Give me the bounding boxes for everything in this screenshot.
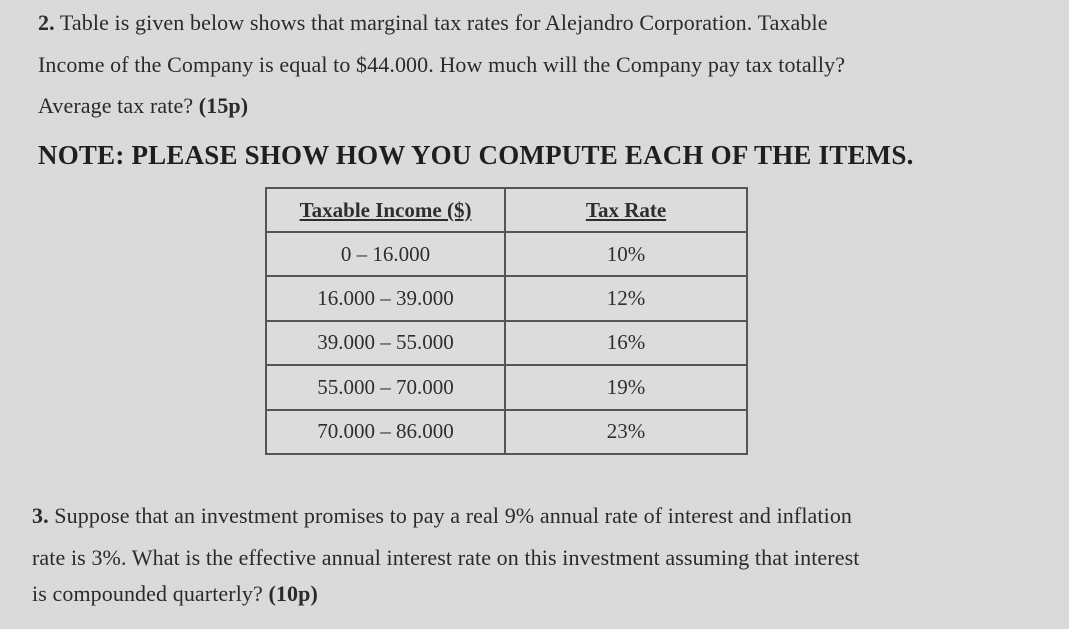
table-row	[266, 365, 747, 409]
table-row	[266, 276, 747, 320]
tax-rate-table	[265, 187, 748, 455]
income-bracket: 0 – 16.000	[266, 232, 505, 276]
question-2-line-2: Income of the Company is equal to $44.000. How much will the Company pay tax totally?	[38, 52, 846, 77]
question-2-line-1	[38, 10, 828, 36]
question-3-line-3	[32, 581, 318, 607]
question-3-line-2: rate is 3%. What is the effective annual interest rate on this investment assuming that interest	[32, 545, 860, 570]
table-row	[266, 410, 747, 454]
note-heading: NOTE: PLEASE SHOW HOW YOU COMPUTE EACH OF THE ITEMS.	[38, 140, 914, 170]
income-bracket: 16.000 – 39.000	[266, 276, 505, 320]
question-2-line-3	[38, 93, 248, 119]
question-3-line-1	[32, 503, 852, 529]
tax-rate: 12%	[505, 276, 747, 320]
header-taxable-income: Taxable Income ($)	[266, 188, 505, 232]
income-bracket: 39.000 – 55.000	[266, 321, 505, 365]
table-row	[266, 232, 747, 276]
tax-rate: 16%	[505, 321, 747, 365]
tax-rate: 10%	[505, 232, 747, 276]
question-2-points: (15p)	[198, 93, 249, 118]
table-header-row	[266, 188, 747, 232]
income-bracket: 70.000 – 86.000	[266, 410, 505, 454]
question-3-text-1: Suppose that an investment promises to pay a real 9% annual rate of interest and inflation	[48, 503, 853, 528]
tax-rate: 23%	[505, 410, 747, 454]
question-2-number: 2.	[38, 10, 55, 35]
header-tax-rate: Tax Rate	[505, 188, 747, 232]
question-2-text-3: Average tax rate?	[38, 93, 199, 118]
question-3-text-3: is compounded quarterly?	[32, 581, 269, 606]
income-bracket: 55.000 – 70.000	[266, 365, 505, 409]
tax-rate: 19%	[505, 365, 747, 409]
question-3-number: 3.	[32, 503, 49, 528]
table-row	[266, 321, 747, 365]
question-2-text-1: Table is given below shows that marginal tax rates for Alejandro Corporation. Taxable	[54, 10, 828, 35]
question-3-points: (10p)	[268, 581, 318, 606]
